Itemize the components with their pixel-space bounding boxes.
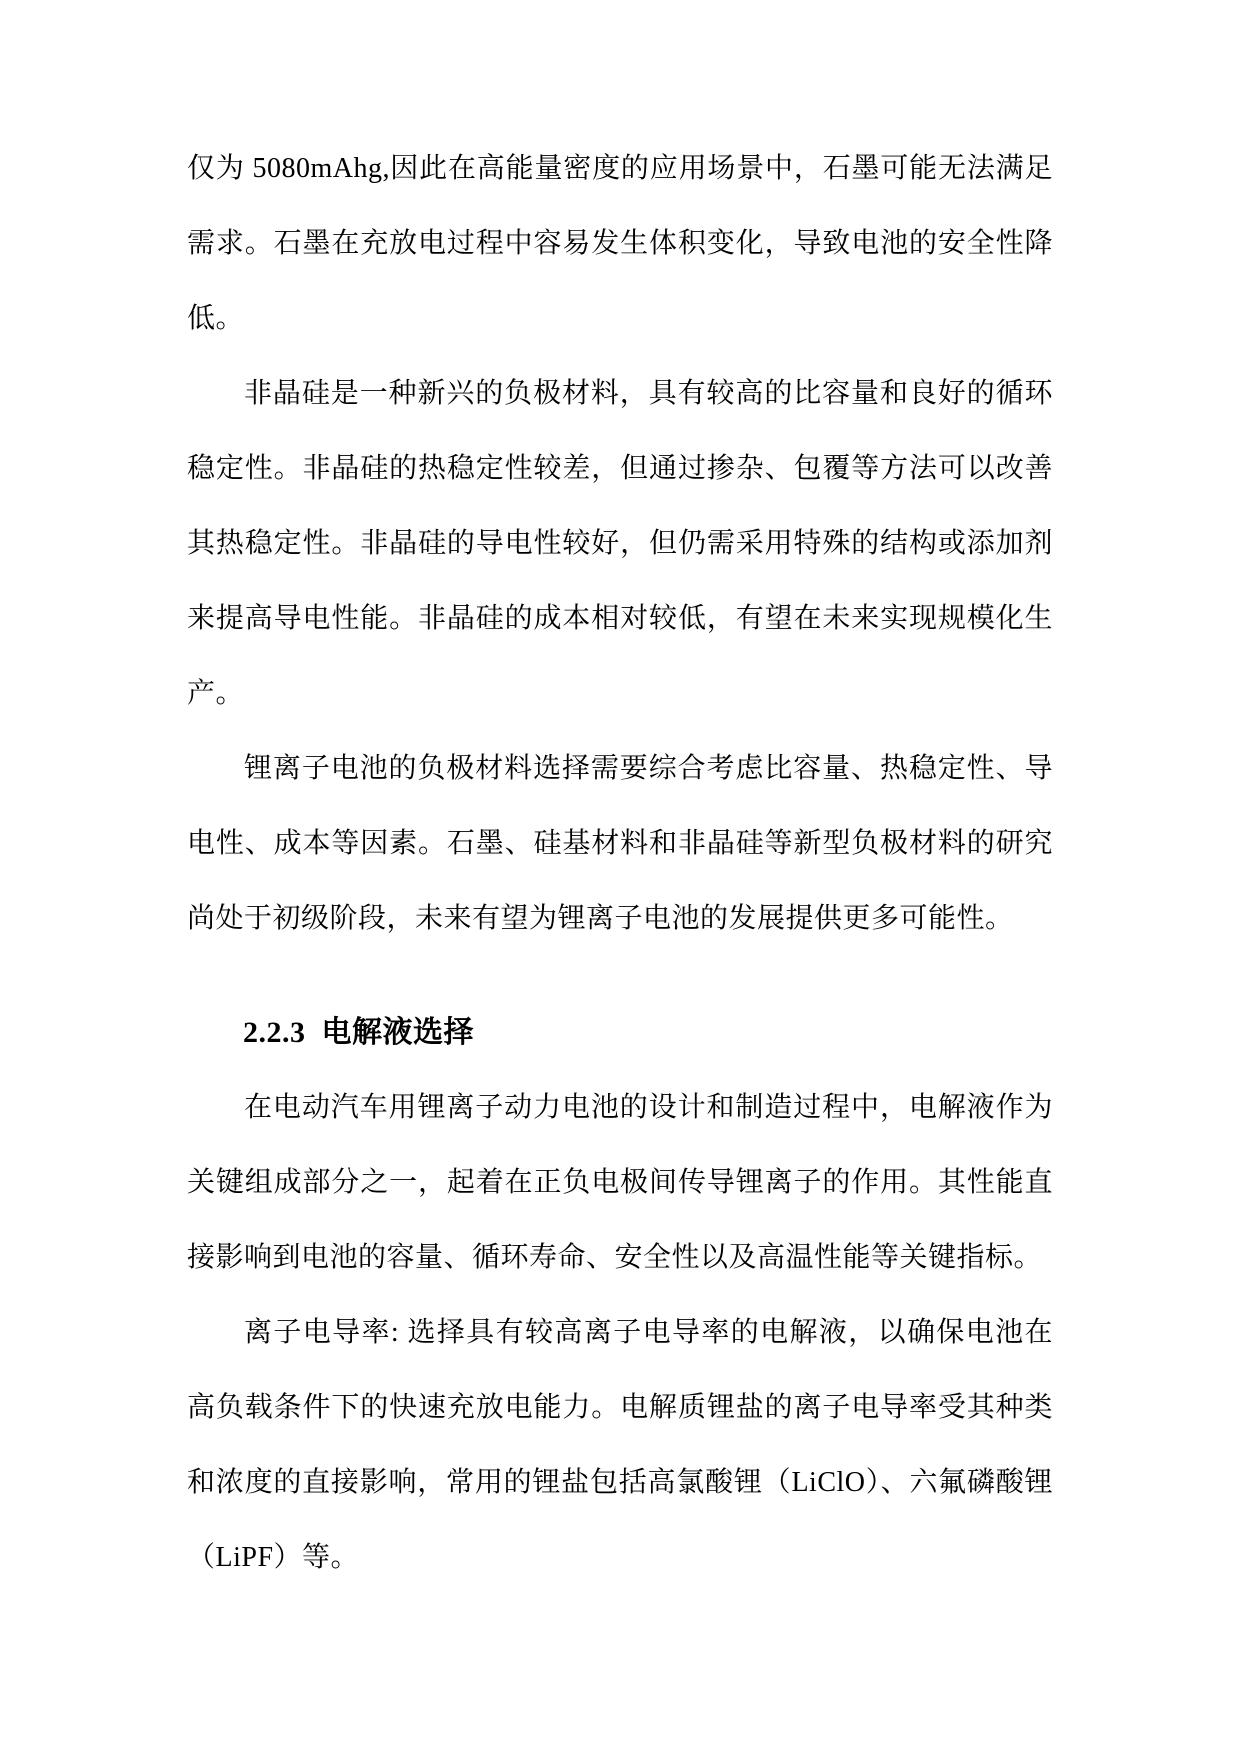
paragraph-anode-summary: 锂离子电池的负极材料选择需要综合考虑比容量、热稳定性、导电性、成本等因素。石墨、硅基材料和非晶硅等新型负极材料的研究尚处于初级阶段，未来有望为锂离子电池的发展提供更多可能性。: [187, 753, 1053, 934]
paragraph-electrolyte-intro: 在电动汽车用锂离子动力电池的设计和制造过程中，电解液作为关键组成部分之一，起着在正负电极间传导锂离子的作用。其性能直接影响到电池的容量、循环寿命、安全性以及高温性能等关键指标。: [187, 1092, 1053, 1273]
paragraph-ionic-conductivity: 离子电导率: 选择具有较高离子电导率的电解液，以确保电池在高负载条件下的快速充放电能力。电解质锂盐的离子电导率受其种类和浓度的直接影响，常用的锂盐包括高氯酸锂（LiClO）、六氟磷酸锂（LiPF）等。: [187, 1317, 1053, 1573]
paragraph-amorphous-silicon: 非晶硅是一种新兴的负极材料，具有较高的比容量和良好的循环稳定性。非晶硅的热稳定性较差，但通过掺杂、包覆等方法可以改善其热稳定性。非晶硅的导电性较好，但仍需采用特殊的结构或添加剂来提高导电性能。非晶硅的成本相对较低，有望在未来实现规模化生产。: [187, 378, 1053, 709]
section-heading-title: 电解液选择: [321, 1016, 474, 1049]
section-heading: [187, 995, 1053, 1070]
section-heading-number: 2.2.3: [243, 1016, 306, 1049]
document-body: [187, 131, 1053, 1595]
paragraph-graphite-continuation: 仅为 5080mAhg,因此在高能量密度的应用场景中，石墨可能无法满足需求。石墨在充放电过程中容易发生体积变化，导致电池的安全性降低。: [187, 153, 1053, 334]
